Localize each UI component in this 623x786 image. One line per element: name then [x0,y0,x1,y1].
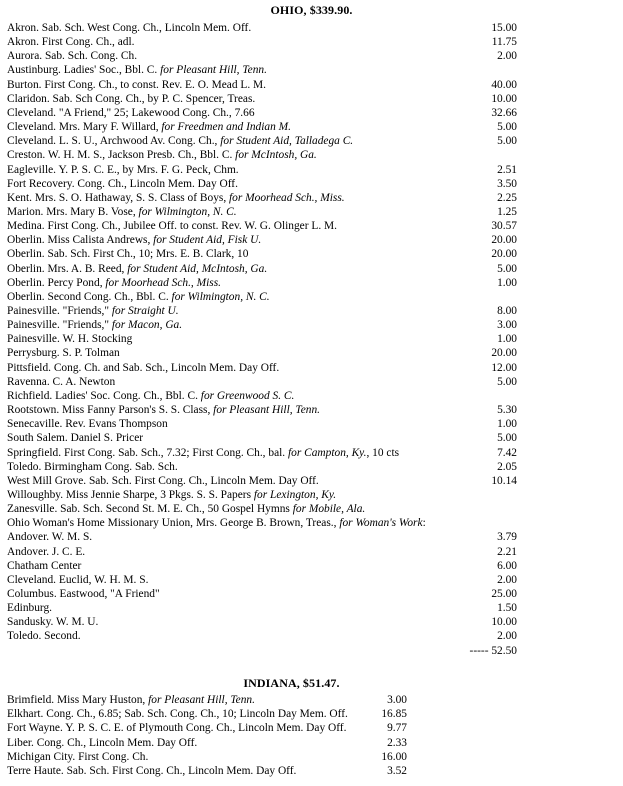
contribution-row [7,304,623,318]
contribution-description: Cleveland. Mrs. Mary F. Willard, for Freedmen and Indian M. [7,121,291,134]
contribution-amount: 10.14 [491,474,517,487]
contribution-amount: 5.00 [497,262,517,275]
contribution-description: Burton. First Cong. Ch., to const. Rev. E. O. Mead L. M. [7,78,267,91]
contribution-amount: 2.05 [497,460,517,473]
contribution-description: Eagleville. Y. P. S. C. E., by Mrs. F. G. Peck, Chm. [7,163,239,176]
contribution-row [7,545,623,559]
contribution-description: Oberlin. Second Cong. Ch., Bbl. C. for Wilmington, N. C. [7,290,270,303]
contribution-description: Ohio Woman's Home Missionary Union, Mrs. George B. Brown, Treas., for Woman's Work: [7,517,426,530]
contribution-description: Fort Wayne. Y. P. S. C. E. of Plymouth Cong. Ch., Lincoln Mem. Day Off. [7,722,347,735]
contribution-row [7,332,623,346]
contribution-description: Aurora. Sab. Sch. Cong. Ch. [7,50,138,63]
contribution-description: Oberlin. Mrs. A. B. Reed, for Student Aid, McIntosh, Ga. [7,262,268,275]
contribution-amount: 6.00 [497,559,517,572]
contribution-description: Medina. First Cong. Ch., Jubilee Off. to const. Rev. W. G. Olinger L. M. [7,220,337,233]
contribution-row [7,446,623,460]
contribution-amount: 30.57 [491,220,517,233]
contribution-row [7,764,407,778]
contribution-row [7,488,623,502]
contribution-row [7,736,407,750]
contribution-amount: 1.00 [497,333,517,346]
contribution-row [7,530,623,544]
contribution-amount: 16.85 [381,708,407,721]
section-heading-ohio: OHIO, $339.90. [270,3,353,17]
contribution-description: Oberlin. Percy Pond, for Moorhead Sch., Miss. [7,276,221,289]
contribution-row [7,460,623,474]
contribution-description: Andover. J. C. E. [7,545,86,558]
contribution-row [7,219,623,233]
contribution-description: Cleveland. L. S. U., Archwood Av. Cong. Ch., for Student Aid, Talladega C. [7,135,354,148]
contribution-description: Zanesville. Sab. Sch. Second St. M. E. Ch., 50 Gospel Hymns for Mobile, Ala. [7,503,366,516]
contribution-row [7,163,623,177]
contribution-amount: 5.30 [497,404,517,417]
contribution-amount: 2.51 [497,163,517,176]
contribution-description: Toledo. Birmingham Cong. Sab. Sch. [7,460,178,473]
contribution-amount: 10.00 [491,92,517,105]
contribution-row [7,474,623,488]
contribution-amount: 2.25 [497,191,517,204]
contribution-row [7,389,623,403]
contribution-amount: 2.21 [497,545,517,558]
contribution-amount: 5.00 [497,432,517,445]
contribution-row [7,707,407,721]
contribution-description: Kent. Mrs. S. O. Hathaway, S. S. Class of Boys, for Moorhead Sch., Miss. [7,191,345,204]
contribution-amount: 12.00 [491,361,517,374]
contribution-description: Marion. Mrs. Mary B. Vose, for Wilmington, N. C. [7,205,237,218]
contribution-row [7,587,623,601]
contribution-row [7,148,623,162]
contribution-amount: 20.00 [491,248,517,261]
contribution-description: Pittsfield. Cong. Ch. and Sab. Sch., Lincoln Mem. Day Off. [7,361,280,374]
contribution-amount: 5.00 [497,121,517,134]
contribution-row [7,21,623,35]
contribution-row [7,431,623,445]
contribution-amount: 2.00 [497,50,517,63]
contribution-amount: 16.00 [381,750,407,763]
contribution-amount: 3.52 [387,765,407,777]
contribution-amount: 5.00 [497,375,517,388]
contribution-description: Akron. First Cong. Ch., adl. [7,36,135,49]
contribution-row [7,247,623,261]
contribution-description: Toledo. Second. [7,630,81,643]
contribution-description: Oberlin. Miss Calista Andrews, for Student Aid, Fisk U. [7,234,262,247]
contribution-row [7,276,623,290]
contribution-row [7,644,623,658]
contribution-amount: 3.50 [497,177,517,190]
contribution-description: Andover. W. M. S. [7,531,93,544]
contribution-row [7,49,623,63]
contribution-row [7,106,623,120]
contribution-amount: 25.00 [491,588,517,600]
contribution-row [7,92,623,106]
contribution-description: Oberlin. Sab. Sch. First Ch., 10; Mrs. E. B. Clark, 10 [7,248,249,261]
contribution-amount: 3.79 [497,531,517,544]
contribution-amount: 2.33 [387,736,407,749]
contribution-row [7,233,623,247]
contribution-row [7,63,623,77]
contribution-description: West Mill Grove. Sab. Sch. First Cong. Ch., Lincoln Mem. Day Off. [7,474,319,487]
contribution-description: Liber. Cong. Ch., Lincoln Mem. Day Off. [7,736,198,749]
contribution-amount: 1.50 [497,602,517,615]
contribution-amount: 15.00 [491,22,517,34]
contribution-amount: 20.00 [491,347,517,360]
contribution-description: Perrysburg. S. P. Tolman [7,347,120,360]
contribution-row [7,262,623,276]
contribution-description: Columbus. Eastwood, "A Friend" [7,588,160,600]
contribution-description: Akron. Sab. Sch. West Cong. Ch., Lincoln Mem. Off. [7,22,252,34]
contribution-row [7,573,623,587]
contribution-description: Edinburg. [7,602,53,615]
contribution-amount: 9.77 [387,722,407,735]
contribution-row [7,403,623,417]
contribution-row [7,629,623,643]
contribution-description: Terre Haute. Sab. Sch. First Cong. Ch., Lincoln Mem. Day Off. [7,765,297,777]
contribution-row [7,35,623,49]
contribution-row [7,750,407,764]
contribution-amount: 11.75 [491,36,517,49]
contribution-description: Creston. W. H. M. S., Jackson Presb. Ch., Bbl. C. for McIntosh, Ga. [7,149,317,162]
contribution-description: Ravenna. C. A. Newton [7,375,116,388]
contribution-amount: 32.66 [491,106,517,119]
contribution-amount: 8.00 [497,305,517,317]
contribution-description: Willoughby. Miss Jennie Sharpe, 3 Pkgs. S. S. Papers for Lexington, Ky. [7,488,337,501]
contribution-row [7,721,407,735]
contribution-amount: 20.00 [491,234,517,247]
contribution-row [7,78,623,92]
contribution-description: Brimfield. Miss Mary Huston, for Pleasant Hill, Tenn. [7,694,255,706]
contribution-description: Painesville. "Friends," for Macon, Ga. [7,319,183,332]
contribution-description: Springfield. First Cong. Sab. Sch., 7.32; First Cong. Ch., bal. for Campton, Ky., 10 cts [7,446,400,459]
contribution-row [7,417,623,431]
contribution-description: Sandusky. W. M. U. [7,616,99,629]
contribution-amount: 7.42 [497,446,517,459]
contribution-description: Senecaville. Rev. Evans Thompson [7,418,168,431]
contribution-amount: 3.00 [387,694,407,706]
contribution-row [7,205,623,219]
contribution-amount: 2.00 [497,630,517,643]
contribution-row [7,177,623,191]
section-heading-indiana: INDIANA, $51.47. [243,676,340,690]
contribution-row [7,601,623,615]
contribution-amount: 40.00 [491,78,517,91]
contribution-amount: 2.00 [497,573,517,586]
contribution-amount: 1.00 [497,276,517,289]
contribution-row [7,502,623,516]
contribution-row [7,134,623,148]
contribution-description: Michigan City. First Cong. Ch. [7,750,149,763]
contribution-amount: 10.00 [491,616,517,629]
contribution-amount: 1.25 [497,205,517,218]
contribution-description: Claridon. Sab. Sch Cong. Ch., by P. C. Spencer, Treas. [7,92,256,105]
contribution-amount: 1.00 [497,418,517,431]
contribution-amount: 5.00 [497,135,517,148]
contribution-description: Elkhart. Cong. Ch., 6.85; Sab. Sch. Cong. Ch., 10; Lincoln Day Mem. Off. [7,708,348,721]
contribution-row [7,615,623,629]
contribution-row [7,290,623,304]
contribution-description: Austinburg. Ladies' Soc., Bbl. C. for Pleasant Hill, Tenn. [7,64,267,77]
contribution-description: Cleveland. Euclid, W. H. M. S. [7,573,149,586]
contribution-row [7,120,623,134]
contribution-row [7,375,623,389]
contribution-description: Painesville. "Friends," for Straight U. [7,305,179,317]
contribution-row [7,191,623,205]
contribution-amount: ----- 52.50 [469,644,517,657]
contribution-row [7,361,623,375]
contribution-description: South Salem. Daniel S. Pricer [7,432,144,445]
contribution-description: Richfield. Ladies' Soc. Cong. Ch., Bbl. C. for Greenwood S. C. [7,389,295,402]
contribution-row [7,516,623,530]
contribution-description: Chatham Center [7,559,82,572]
contribution-row [7,318,623,332]
contribution-row [7,346,623,360]
contribution-description: Painesville. W. H. Stocking [7,333,133,346]
contribution-row [7,693,407,707]
contribution-description: Rootstown. Miss Fanny Parson's S. S. Class, for Pleasant Hill, Tenn. [7,404,321,417]
contribution-amount: 3.00 [497,319,517,332]
contribution-description: Fort Recovery. Cong. Ch., Lincoln Mem. Day Off. [7,177,238,190]
contribution-description: Cleveland. "A Friend," 25; Lakewood Cong. Ch., 7.66 [7,106,255,119]
contribution-row [7,559,623,573]
